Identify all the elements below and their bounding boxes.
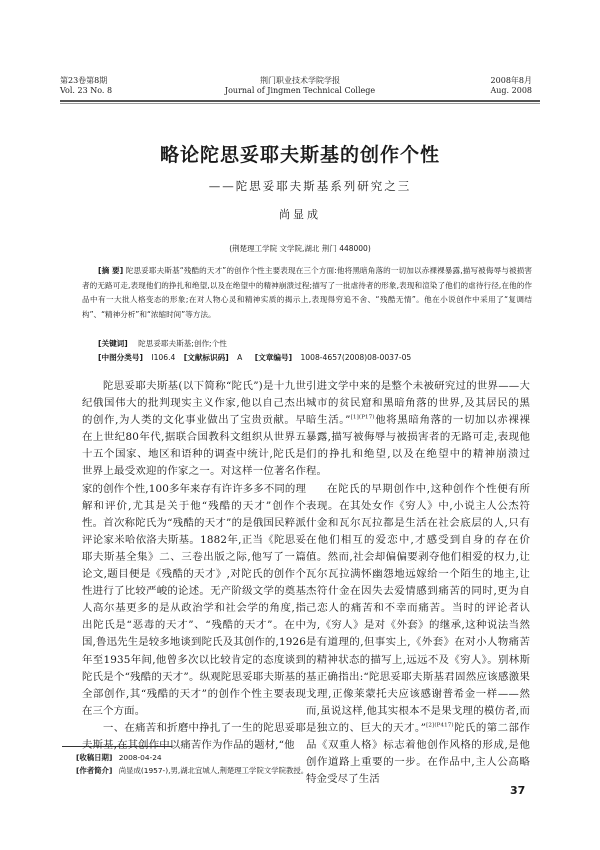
header-date [491,76,533,96]
footnote-rule [62,746,172,747]
footnote-author [76,766,308,776]
article-author: 尚显成 [279,208,321,221]
author-bio-label: [作者简介] [76,766,113,775]
journal-name-en: Journal of Jingmen Technical College [224,86,376,95]
body-column-left [82,378,306,754]
article-no-label: [文章编号] [254,353,293,362]
running-header [60,76,540,102]
volume-cn: 第23卷第8期 [60,76,108,85]
received-value: 2008-04-24 [118,753,162,762]
body-text: 在陀氏的早期创作中,这种创作个性便有所表现。在其处女作《穷人》中,小说主人公杰符什金和瓦尔瓦拉都是生活在社会底层的人,只有在他们相互的爱恋中,才感受到自身的存在价值。然而,社会却偏偏要剥夺他们相爱的权力,让瓦尔瓦拉满怀幽怨地远嫁给一个陌生的地主,让杰符什金在因失去爱情感到痛苦的同时,更为自己恋人的痛苦和不幸而痛苦。当时的评论者认为,《穷人》是对《外套》的继承,这种说法当然是有道理的,但事实上,《外套》在对小人物痛苦的精神状态的描写上,远远不及《穷人》。别林斯基正确指出:“陀思妥耶夫斯基君固然应该感激果戈理,正像莱蒙托夫应该感谢普希金一样——然而,虽说这样,他其实根本不是果戈理的模仿者,而是独立的、巨大的天才。” [306,482,530,734]
abstract-text: 陀思妥耶夫斯基“残酷的天才”的创作个性主要表现在三个方面:他将黑暗角落的一切加以赤裸裸暴露,描写被侮辱与被损害者的无路可走,表现他们的挣扎和绝望,以及在绝望中的精神崩溃过程;描写了一批虐待者的形象,表现和渲染了他们的虐待行径,在他的作品中有一大批人格变态的形象;在对人物心灵和精神实质的揭示上,表现得穷追不舍、“残酷无情”。他在小说创作中采用了“复调结构”、“精神分析”和“浓缩时间”等方法。 [82,266,532,319]
body-column-right [306,378,530,788]
keywords [98,339,227,349]
classification [98,353,411,363]
volume-en: Vol. 23 No. 8 [60,86,113,95]
body-text: 他将黑暗角落的一切加以赤裸裸暴露,描写被侮辱与被损害者的无路可走,表现他们的挣扎和绝望,以及在绝望中的精神崩溃过程。 [306,414,530,478]
date-en: Aug. 2008 [490,86,532,95]
date-cn: 2008年8月 [490,76,532,85]
body-text: 引进文学中来的是整个未被研究过的世界——大城市的贫民窟和黑暗角落的世界,及其居民的黑暗生活。” [306,380,530,427]
page-number: 37 [510,784,526,797]
article-title: 略论陀思妥耶夫斯基的创作个性 [159,144,440,166]
body-text: 陀氏的第二部作品《双重人格》标志着他创作风格的形成,是他创作道路上重要的一步。在作品中,主人公高略特金受尽了生活 [306,721,530,786]
body-paragraph: 一、在痛苦和折磨中挣扎了一生的陀思妥耶夫斯基,在其创作中以痛苦作为作品的题材,“他 [82,721,306,751]
article-subtitle: ——陀思妥耶夫斯基系列研究之三 [208,179,412,193]
abstract-label: [摘 要] [98,266,124,275]
body-paragraph [306,481,530,789]
clc-label: [中图分类号] [98,353,143,362]
body-paragraph [306,378,530,481]
author-affiliation: (荆楚理工学院 文学院,湖北 荆门 448000) [229,244,371,253]
abstract [82,264,532,322]
keywords-label: [关键词] [98,339,128,348]
journal-name-cn: 荆门职业技术学院学报 [260,76,340,85]
doc-code-value: A [237,353,243,362]
citation-ref: [1](P17) [350,414,375,421]
citation-ref: [2](P417) [426,722,454,729]
clc-value: I106.4 [151,353,176,362]
header-journal [60,76,540,96]
author-bio-value: 尚显成(1957-),男,湖北宜城人,荆楚理工学院文学院教授。 [118,766,309,775]
keywords-text: 陀思妥耶夫斯基;创作;个性 [138,339,227,348]
header-rule [60,100,540,102]
header-rule-thin [60,103,540,104]
received-label: [收稿日期] [76,753,113,762]
article-no-value: 1008-4657(2008)08-0037-05 [300,353,412,362]
body-paragraph: 陀思妥耶夫斯基(以下简称“陀氏”)是十九世纪俄国伟大的批判现实主义作家,他以自己杰出的创作,为人类的文化事业做出了宝贵贡献。早在上世纪80年代,据联合国教科文组织从世界五十五个国家、地区和语种的调查中统计,陀氏是世界上最受欢迎的作家之一。对这样一位著名作家的创作个性,100多年来存有许许多多不同的理解和评价,尤其是关于他“残酷的天才”创作个性。首次称陀氏为“残酷的天才”的是俄国民粹派评论家米哈依洛夫斯基。1882年,正当《陀思妥耶夫斯基全集》二、三卷出版之际,他写了一篇论文,题目便是《残酷的天才》,对陀氏的创作个性进行了比较严峻的论述。无产阶级文学的奠基人高尔基更多的是从政治学和社会学的角度,指出陀氏是“恶毒的天才”、“残酷的天才”。在中国,鲁迅先生是较多地谈到陀氏及其创作的,1926年至1935年间,他曾多次以比较肯定的态度谈到陀氏是个“残酷的天才”。纵观陀思妥耶夫斯基的全部创作,其“残酷的天才”的创作个性主要表现在三个方面。 [82,380,307,717]
doc-code-label: [文献标识码] [183,353,229,362]
footnote-received [76,753,162,763]
